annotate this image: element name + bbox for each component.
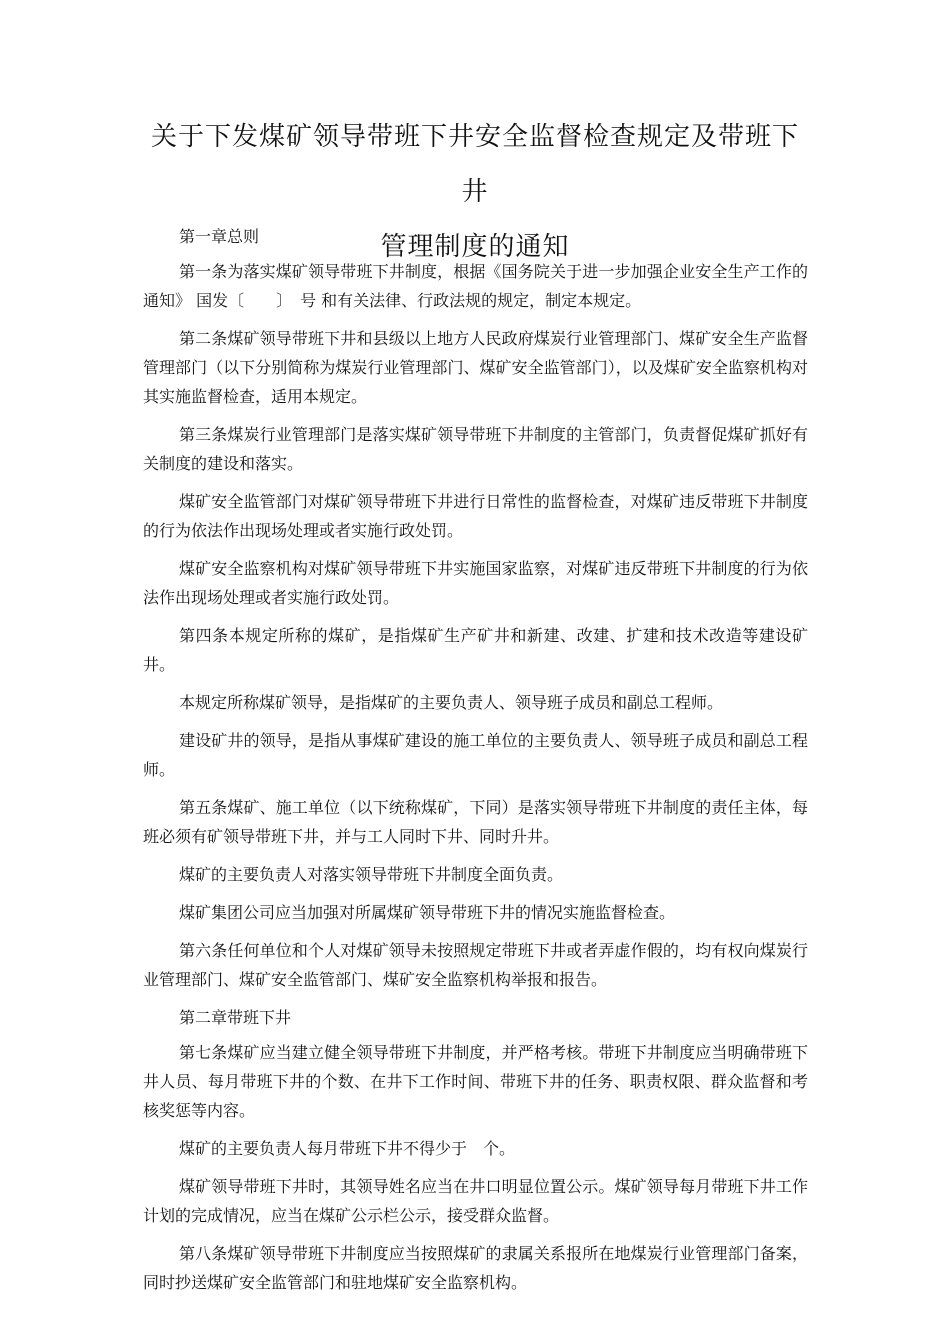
article-3-paragraph: 第三条煤炭行业管理部门是落实煤矿领导带班下井制度的主管部门，负责督促煤矿抓好有关制度的建设和落实。 <box>143 425 808 473</box>
article-7-clause-2: 煤矿的主要负责人每月带班下井不得少于 个。 <box>179 1139 516 1158</box>
article-6-paragraph: 第六条任何单位和个人对煤矿领导未按照规定带班下井或者弄虚作假的，均有权向煤炭行业管理部门、煤矿安全监管部门、煤矿安全监察机构举报和报告。 <box>143 941 808 989</box>
chapter-heading-2: 第二章带班下井 <box>179 1008 292 1027</box>
document-body <box>143 222 808 1306</box>
title-line-2: 管理制度的通知 <box>380 232 570 262</box>
article-1-paragraph: 第一条为落实煤矿领导带班下井制度，根据《国务院关于进一步加强企业安全生产工作的通知》 国发〔 〕 号 和有关法律、行政法规的规定，制定本规定。 <box>143 262 808 310</box>
article-8-paragraph: 第八条煤矿领导带班下井制度应当按照煤矿的隶属关系报所在地煤炭行业管理部门备案，同时抄送煤矿安全监管部门和驻地煤矿安全监察机构。 <box>143 1244 808 1292</box>
article-4-clause-2: 本规定所称煤矿领导，是指煤矿的主要负责人、领导班子成员和副总工程师。 <box>179 693 724 712</box>
title-line-1: 关于下发煤矿领导带班下井安全监督检查规定及带班下井 <box>150 122 799 207</box>
article-7-clause-3: 煤矿领导带班下井时，其领导姓名应当在井口明显位置公示。煤矿领导每月带班下井工作计划的完成情况，应当在煤矿公示栏公示，接受群众监督。 <box>143 1177 808 1225</box>
article-5-clause-2: 煤矿的主要负责人对落实领导带班下井制度全面负责。 <box>179 865 564 884</box>
article-3-clause-2: 煤矿安全监管部门对煤矿领导带班下井进行日常性的监督检查，对煤矿违反带班下井制度的行为依法作出现场处理或者实施行政处罚。 <box>143 492 808 540</box>
article-5-paragraph: 第五条煤矿、施工单位（以下统称煤矿，下同）是落实领导带班下井制度的责任主体，每班必须有矿领导带班下井，并与工人同时下井、同时升井。 <box>143 798 808 846</box>
article-5-clause-3: 煤矿集团公司应当加强对所属煤矿领导带班下井的情况实施监督检查。 <box>179 903 676 922</box>
chapter-heading-1: 第一章总则 <box>179 227 260 246</box>
article-4-paragraph: 第四条本规定所称的煤矿，是指煤矿生产矿井和新建、改建、扩建和技术改造等建设矿井。 <box>143 626 808 674</box>
article-4-clause-3: 建设矿井的领导，是指从事煤矿建设的施工单位的主要负责人、领导班子成员和副总工程师。 <box>143 731 808 779</box>
article-3-clause-3: 煤矿安全监察机构对煤矿领导带班下井实施国家监察，对煤矿违反带班下井制度的行为依法作出现场处理或者实施行政处罚。 <box>143 559 808 607</box>
article-7-paragraph: 第七条煤矿应当建立健全领导带班下井制度，并严格考核。带班下井制度应当明确带班下井人员、每月带班下井的个数、在井下工作时间、带班下井的任务、职责权限、群众监督和考核奖惩等内容。 <box>143 1043 808 1120</box>
article-2-paragraph: 第二条煤矿领导带班下井和县级以上地方人民政府煤炭行业管理部门、煤矿安全生产监督管理部门（以下分别简称为煤炭行业管理部门、煤矿安全监管部门），以及煤矿安全监察机构对其实施监督检查，适用本规定。 <box>143 329 808 406</box>
